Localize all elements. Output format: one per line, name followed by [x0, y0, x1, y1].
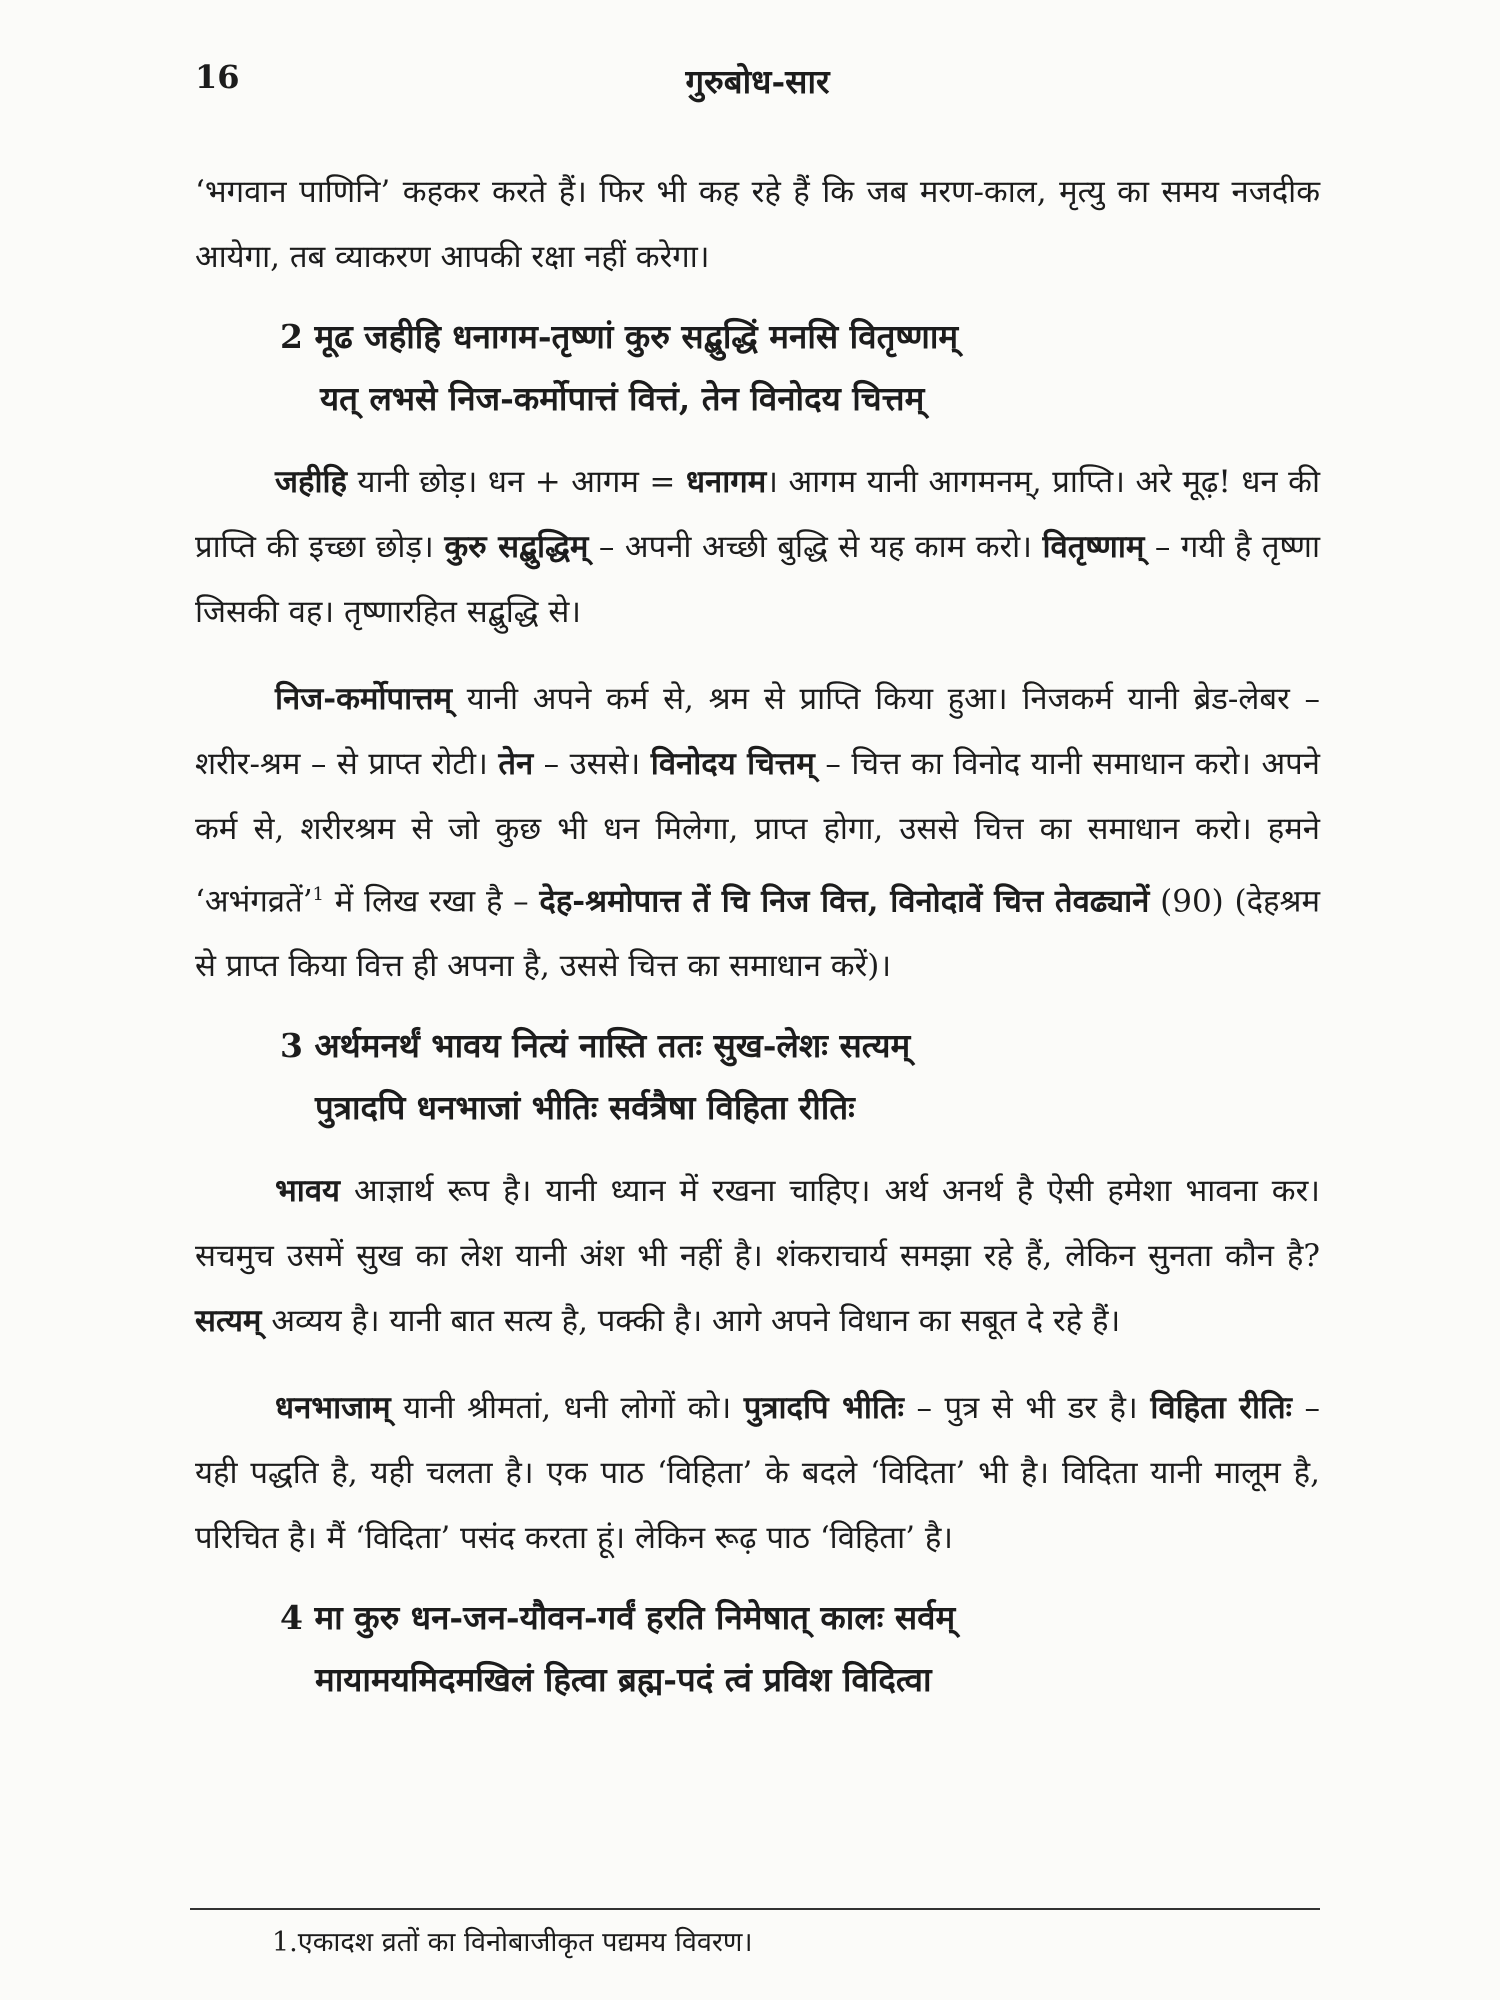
paragraph-text: – गयी है तृष्णा जिसकी वह। तृष्णारहित सद्बुद्धि से।: [195, 529, 1320, 630]
paragraph-text: – चित्त का विनोद यानी समाधान करो। अपने कर्म से, शरीरश्रम से जो कुछ भी धन मिलेगा, प्राप्त होगा, उससे चित्त का समाधान करो। हमने ‘अभंगव्रतें’: [195, 746, 1320, 920]
verse-3-line-1: 3 अर्थमनर्थं भावय नित्यं नास्ति ततः सुख-लेशः सत्यम्: [280, 1026, 911, 1066]
paragraph-jahihi: [195, 450, 1320, 645]
term-nij-karmopattam: निज-कर्मोपात्तम्: [275, 681, 453, 717]
verse-4-line-1: 4 मा कुरु धन-जन-यौवन-गर्वं हरति निमेषात् कालः सर्वम्: [280, 1598, 956, 1638]
paragraph-text: – पुत्र से भी डर है।: [903, 1390, 1151, 1427]
paragraph-text: (90) (देहश्रम से प्राप्त किया वित्त ही अपना है, उससे चित्त का समाधान करें)।: [195, 883, 1320, 985]
page-number: 16: [195, 58, 240, 96]
term-satyam: सत्यम्: [195, 1303, 262, 1340]
term-ten: तेन: [498, 746, 534, 782]
verse-3: [195, 1015, 1320, 1139]
page-body: [195, 160, 1320, 1731]
paragraph-text: यानी छोड़। धन + आगम =: [346, 464, 686, 500]
paragraph-bhavay: [195, 1159, 1320, 1354]
paragraph-dhanabhajam: [195, 1376, 1320, 1571]
paragraph-text: । आगम यानी आगमनम्, प्राप्ति। अरे मूढ़! धन की प्राप्ति की इच्छा छोड़।: [195, 464, 1320, 565]
term-bhavay: भावय: [275, 1173, 341, 1210]
running-title: गुरुबोध-सार: [685, 62, 830, 101]
verse-3-line-2: पुत्रादपि धनभाजां भीतिः सर्वत्रैषा विहिता रीतिः: [315, 1088, 855, 1128]
paragraph-text: अव्यय है। यानी बात सत्य है, पक्की है। आगे अपने विधान का सबूत दे रहे हैं।: [261, 1303, 1121, 1340]
term-dhanagam: धनागम: [685, 464, 767, 500]
footnote: 1.एकादश व्रतों का विनोबाजीकृत पद्यमय विवरण।: [272, 1927, 753, 1958]
footnote-divider: [190, 1908, 1320, 1910]
term-putradapi-bhitih: पुत्रादपि भीतिः: [743, 1390, 904, 1427]
paragraph-text: – अपनी अच्छी बुद्धि से यह काम करो।: [588, 529, 1043, 565]
term-vihita-ritih: विहिता रीतिः: [1150, 1390, 1292, 1427]
paragraph-text: में लिख रखा है –: [324, 883, 540, 920]
verse-2-line-1: 2 मूढ जहीहि धनागम-तृष्णां कुरु सद्बुद्धिं मनसि वितृष्णाम्: [280, 317, 959, 356]
footnote-marker: 1: [312, 884, 324, 905]
term-dhanabhajam: धनभाजाम्: [275, 1390, 391, 1427]
verse-2-line-2: यत् लभसे निज-कर्मोपात्तं वित्तं, तेन विनोदय चित्तम्: [320, 379, 925, 418]
quote-abhangavrate: देह-श्रमोपात्त तें चि निज वित्त, विनोदावें चित्त तेवढ्यानें: [539, 883, 1150, 920]
verse-4-line-2: मायामयमिदमखिलं हित्वा ब्रह्म-पदं त्वं प्रविश विदित्वा: [315, 1660, 932, 1700]
term-vinoday-chittam: विनोदय चित्तम्: [650, 746, 815, 782]
paragraph-nij-karmopattam: [195, 667, 1320, 999]
paragraph-text: यानी श्रीमतां, धनी लोगों को।: [390, 1390, 744, 1427]
paragraph-intro: ‘भगवान पाणिनि’ कहकर करते हैं। फिर भी कह रहे हैं कि जब मरण-काल, मृत्यु का समय नजदीक आयेगा, तब व्याकरण आपकी रक्षा नहीं करेगा।: [195, 174, 1320, 275]
term-vitrishnam: वितृष्णाम्: [1042, 529, 1145, 565]
term-jahihi: जहीहि: [275, 464, 347, 500]
paragraph-text: आज्ञार्थ रूप है। यानी ध्यान में रखना चाहिए। अर्थ अनर्थ है ऐसी हमेशा भावना कर। सचमुच उसमें सुख का लेश यानी अंश भी नहीं है। शंकराचार्य समझा रहे हैं, लेकिन सुनता कौन है?: [195, 1173, 1320, 1275]
verse-4: [195, 1587, 1320, 1711]
paragraph-text: – उससे।: [533, 746, 651, 782]
paragraph-text: यानी अपने कर्म से, श्रम से प्राप्ति किया हुआ। निजकर्म यानी ब्रेड-लेबर – शरीर-श्रम – से प्राप्त रोटी।: [195, 681, 1320, 782]
verse-2: [195, 306, 1320, 430]
page-header: [195, 58, 1320, 118]
term-kuru-sadbuddhim: कुरु सद्बुद्धिम्: [444, 529, 589, 565]
paragraph-text: – यही पद्धति है, यही चलता है। एक पाठ ‘विहिता’ के बदले ‘विदिता’ भी है। विदिता यानी मालूम है, परिचित है। मैं ‘विदिता’ पसंद करता हूं। लेकिन रूढ़ पाठ ‘विहिता’ है।: [195, 1390, 1320, 1557]
